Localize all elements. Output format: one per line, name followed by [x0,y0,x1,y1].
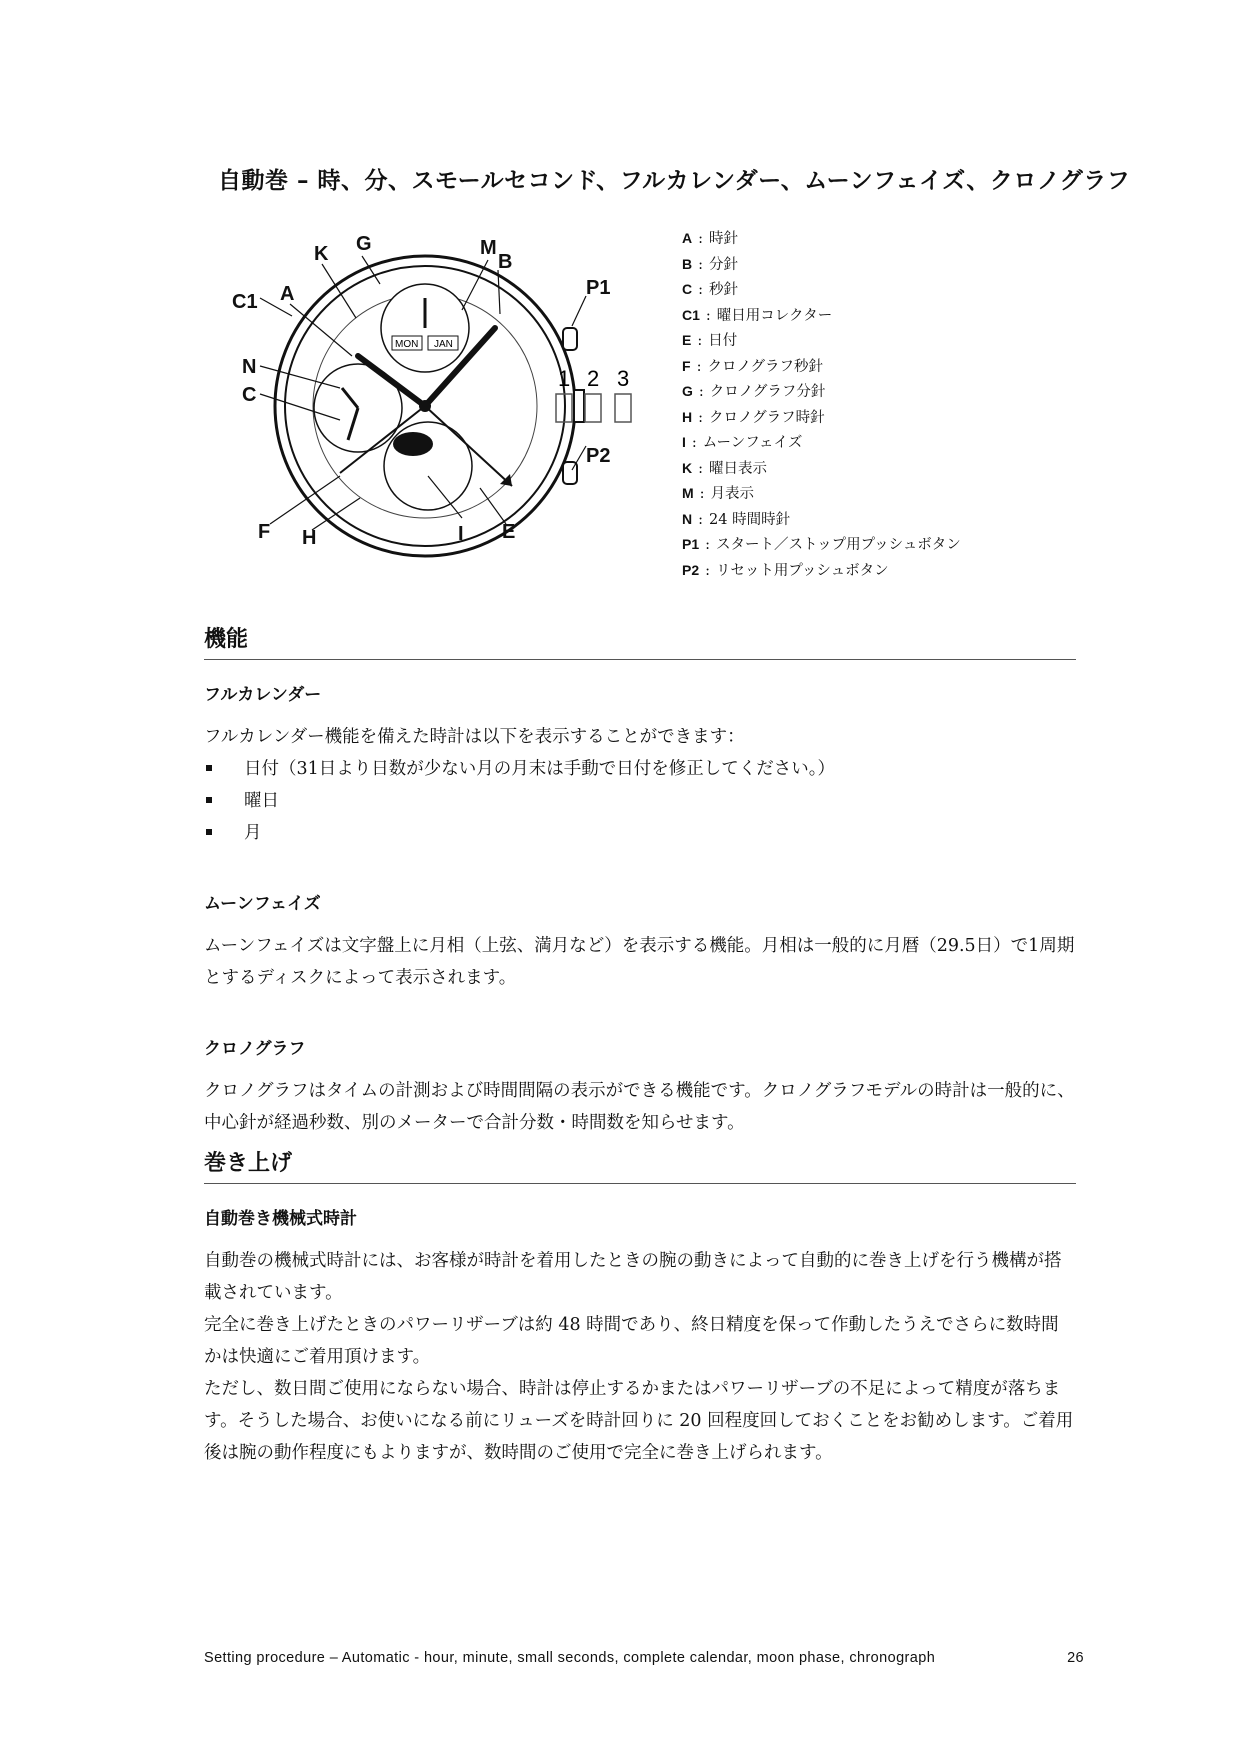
crown [574,390,584,422]
moon-disc [393,432,433,456]
chronograph-text: クロノグラフはタイムの計測および時間間隔の表示ができる機能です。クロノグラフモデルの時計は一般的に、中心針が経過秒数、別のメーターで合計分数・時間数を知らせます。 [204,1081,1075,1133]
legend-item: P1 : スタート／ストップ用プッシュボタン [682,536,961,553]
footer-text: Setting procedure – Automatic - hour, minute, small seconds, complete calendar, moon phase, chronograph [204,1650,936,1666]
callout-p2: P2 [586,445,611,467]
moon-phase-heading: ムーンフェイズ [204,894,321,914]
callout-f: F [258,521,271,543]
legend-item: K : 曜日表示 [682,459,768,477]
callout-n: N [242,356,257,378]
legend-item: M : 月表示 [682,485,755,502]
chronograph-heading: クロノグラフ [204,1039,306,1059]
legend-item: N : 24 時間時針 [682,510,791,528]
callout-h: H [302,527,317,549]
crown-position-label: 1 [558,366,571,391]
callout-p1: P1 [586,277,611,299]
functions-section [204,622,1076,1139]
callout-g: G [356,233,372,255]
crown-position-label: 2 [587,366,600,391]
page-footer [204,1650,1084,1666]
watch-diagram [230,233,650,568]
legend-item: I : ムーンフェイズ [682,434,803,451]
full-calendar-list [204,753,1076,849]
subdial-bottom [384,422,472,510]
legend-item: A : 時針 [682,230,739,247]
list-item: 曜日 [204,785,1076,817]
list-item: 月 [204,817,1076,849]
callout-i: I [458,523,464,545]
winding-paragraph: 自動巻の機械式時計には、お客様が時計を着用したときの腕の動きによって自動的に巻き上げを行う機構が搭載されています。 [204,1251,1062,1303]
callout-a: A [280,283,295,305]
automatic-winding-heading: 自動巻き機械式時計 [204,1209,357,1229]
legend-item: P2 : リセット用プッシュボタン [682,561,889,579]
legend-item: C : 秒針 [682,281,739,298]
winding-heading: 巻き上げ [204,1146,1076,1184]
callout-k: K [314,243,329,265]
callout-e: E [502,521,516,543]
page-number: 26 [1067,1650,1084,1666]
winding-section [204,1146,1076,1469]
crown-position-label: 3 [617,366,630,391]
legend-item: G : クロノグラフ分針 [682,383,826,400]
winding-paragraph: 完全に巻き上げたときのパワーリザーブは約 48 時間であり、終日精度を保って作動したうえでさらに数時間かは快適にご着用頂けます。 [204,1315,1059,1367]
callout-m: M [480,237,497,259]
callout-c1: C1 [232,291,258,313]
month-window-text: JAN [434,339,453,350]
winding-paragraph: ただし、数日間ご使用にならない場合、時計は停止するかまたはパワーリザーブの不足によって精度が落ちます。そうした場合、お使いになる前にリューズを時計回りに 20 回程度回しておくことをお勧めします。ご着用後は腕の動作程度にもよりますが、数時間のご使用で完全に巻き上げられます。 [204,1379,1074,1463]
page-title: 自動巻 – 時、分、スモールセコンド、フルカレンダー、ムーンフェイズ、クロノグラフ [218,167,1131,194]
moon-phase-text: ムーンフェイズは文字盤上に月相（上弦、満月など）を表示する機能。月相は一般的に月暦（29.5日）で1周期とするディスクによって表示されます。 [204,936,1075,988]
legend-item: E : 日付 [682,332,738,349]
legend-item: B : 分針 [682,255,739,273]
legend-item: H : クロノグラフ時針 [682,408,825,426]
pusher-p1 [563,328,577,350]
callout-b: B [498,251,513,273]
functions-heading: 機能 [204,622,1076,660]
full-calendar-heading: フルカレンダー [204,685,322,705]
legend-item: C1 : 曜日用コレクター [682,306,833,324]
crown-positions [556,366,631,422]
legend [682,226,1002,583]
legend-item: F : クロノグラフ秒針 [682,357,824,375]
list-item: 日付（31日より日数が少ない月の月末は手動で日付を修正してください。） [204,753,1076,785]
full-calendar-intro: フルカレンダー機能を備えた時計は以下を表示することができます： [204,727,745,747]
day-window-text: MON [395,339,419,350]
callout-c: C [242,384,257,406]
